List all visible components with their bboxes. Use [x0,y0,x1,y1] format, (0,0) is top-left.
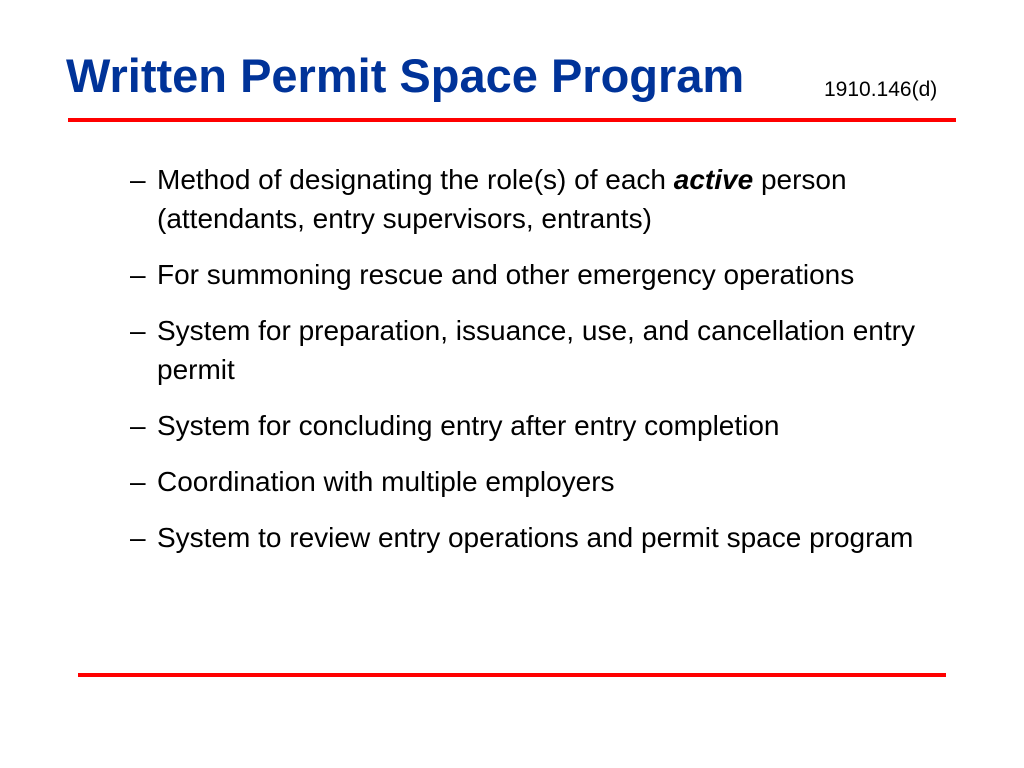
bullet-item [130,462,960,501]
regulation-reference: 1910.146(d) [824,78,938,101]
slide-title: Written Permit Space Program [66,49,745,102]
dash-marker: – [130,522,146,553]
bullet-list [130,160,960,574]
bullet-emphasis: active [673,164,754,195]
bullet-item [130,518,960,557]
title-divider [68,118,956,122]
bullet-text-continued: person (attendants, entry supervisors, entrants) [157,164,847,234]
bullet-item [130,311,960,389]
footer-divider [78,673,946,677]
bullet-text: Coordination with multiple employers [157,466,615,497]
bullet-text: Method of designating the role(s) of each [157,164,674,195]
dash-marker: – [130,259,146,290]
bullet-item [130,160,960,238]
bullet-item [130,406,960,445]
bullet-text: System for preparation, issuance, use, and cancellation entry permit [157,315,915,385]
dash-marker: – [130,410,146,441]
dash-marker: – [130,466,146,497]
bullet-item [130,255,960,294]
bullet-text: System for concluding entry after entry completion [157,410,780,441]
dash-marker: – [130,315,146,346]
dash-marker: – [130,164,146,195]
bullet-text: System to review entry operations and permit space program [157,522,914,553]
bullet-text: For summoning rescue and other emergency operations [157,259,855,290]
